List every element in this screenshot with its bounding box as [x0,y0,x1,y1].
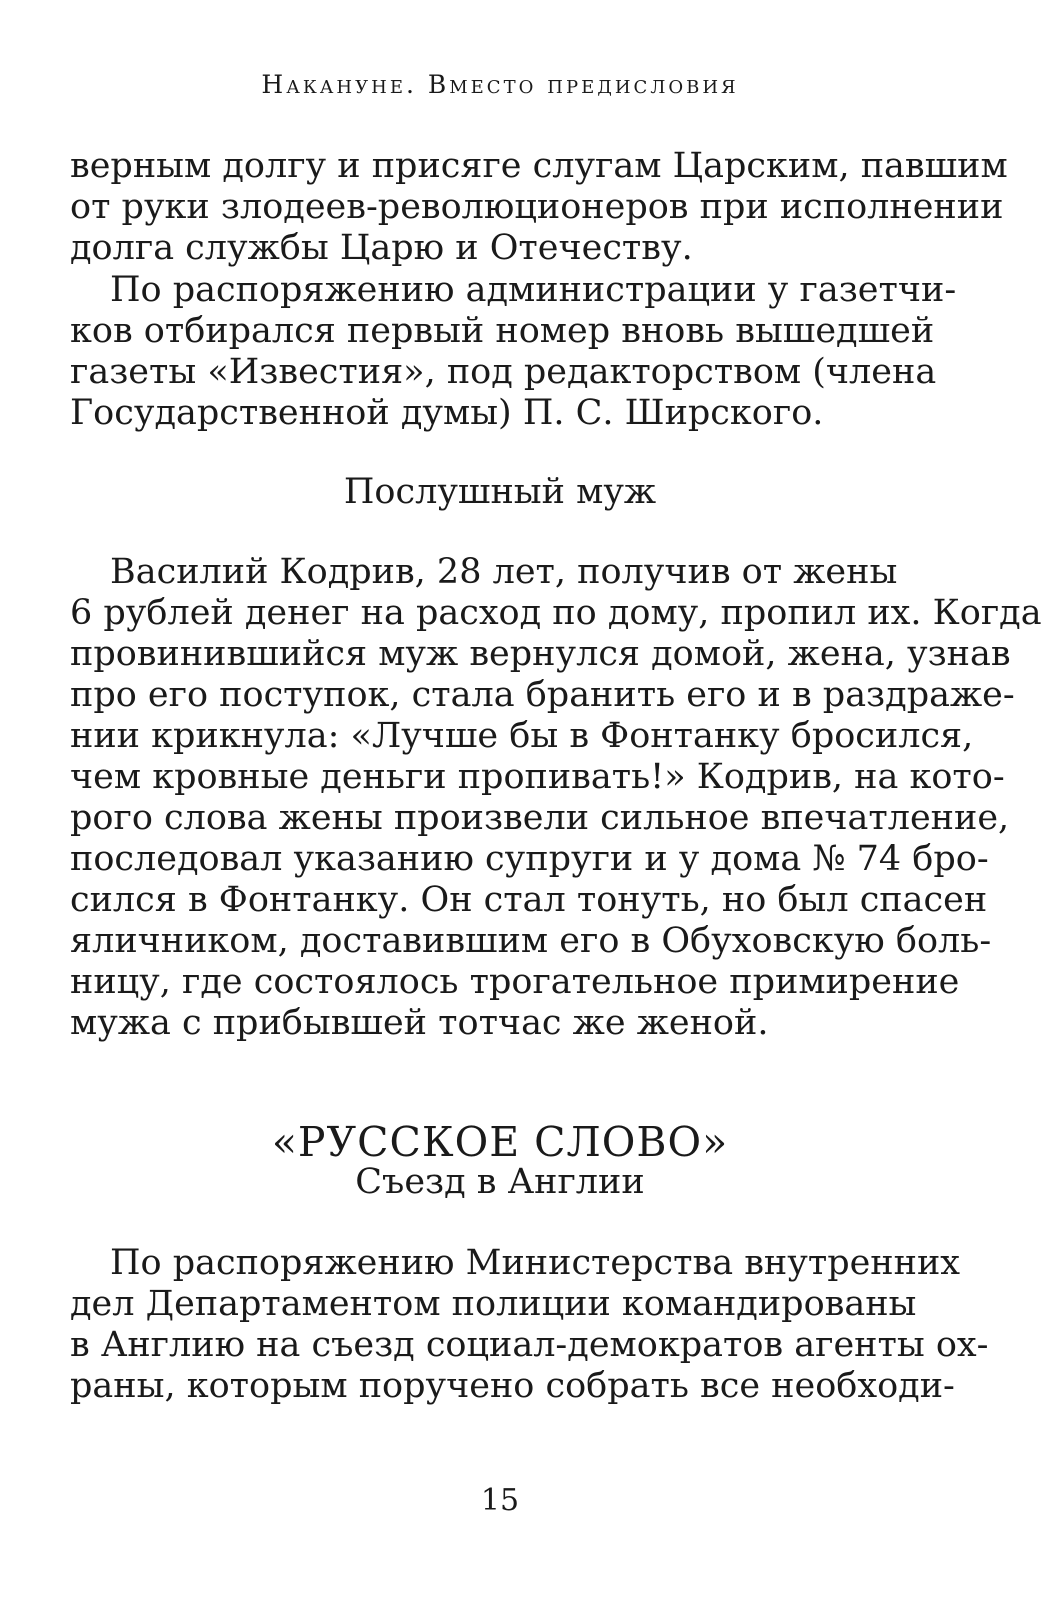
text-line: По распоряжению администрации у газетчи- [110,270,957,310]
text-line: ницу, где состоялось трогательное примирение [70,962,960,1002]
text-line: долга службы Царю и Отечеству. [70,228,693,268]
text-line: рого слова жены произвели сильное впечатление, [70,798,1010,838]
paragraph-1 [70,146,1008,269]
section-title: Послушный муж [343,472,657,512]
text-line: от руки злодеев-революционеров при исполнении [70,187,1004,227]
text-line: в Англию на съезд социал-демократов агенты ох- [70,1325,989,1365]
paragraph-2 [70,270,957,434]
text-line: газеты «Известия», под редакторством (члена [70,352,937,392]
text-line: чем кровные деньги пропивать!» Кодрив, на кото- [70,757,1005,797]
running-head: Накануне. Вместо предисловия [261,70,739,99]
text-line: яличником, доставившим его в Обуховскую боль- [70,921,992,961]
text-line: сился в Фонтанку. Он стал тонуть, но был спасен [70,880,988,920]
page-number: 15 [480,1483,520,1518]
text-line: верным долгу и присяге слугам Царским, павшим [70,146,1008,186]
section-1-body [70,552,1042,1044]
text-line: провинившийся муж вернулся домой, жена, узнав [70,634,1011,674]
section-2-body [70,1243,989,1407]
text-line: Василий Кодрив, 28 лет, получив от жены [110,552,898,592]
text-line: По распоряжению Министерства внутренних [110,1243,961,1283]
text-line: про его поступок, стала бранить его и в раздраже- [70,675,1015,715]
newspaper-title: «РУССКОЕ СЛОВО» [271,1118,729,1166]
text-line: мужа с прибывшей тотчас же женой. [70,1003,769,1043]
text-line: нии крикнула: «Лучше бы в Фонтанку бросился, [70,716,974,756]
text-line: дел Департаментом полиции командированы [70,1284,917,1324]
text-line: Государственной думы) П. С. Ширского. [70,393,824,433]
text-line: ков отбирался первый номер вновь вышедшей [70,311,935,351]
section-title: Съезд в Англии [355,1162,645,1202]
text-line: 6 рублей денег на расход по дому, пропил их. Когда [70,593,1042,633]
text-line: раны, которым поручено собрать все необходи- [70,1366,955,1406]
text-line: последовал указанию супруги и у дома № 74 бро- [70,839,989,879]
